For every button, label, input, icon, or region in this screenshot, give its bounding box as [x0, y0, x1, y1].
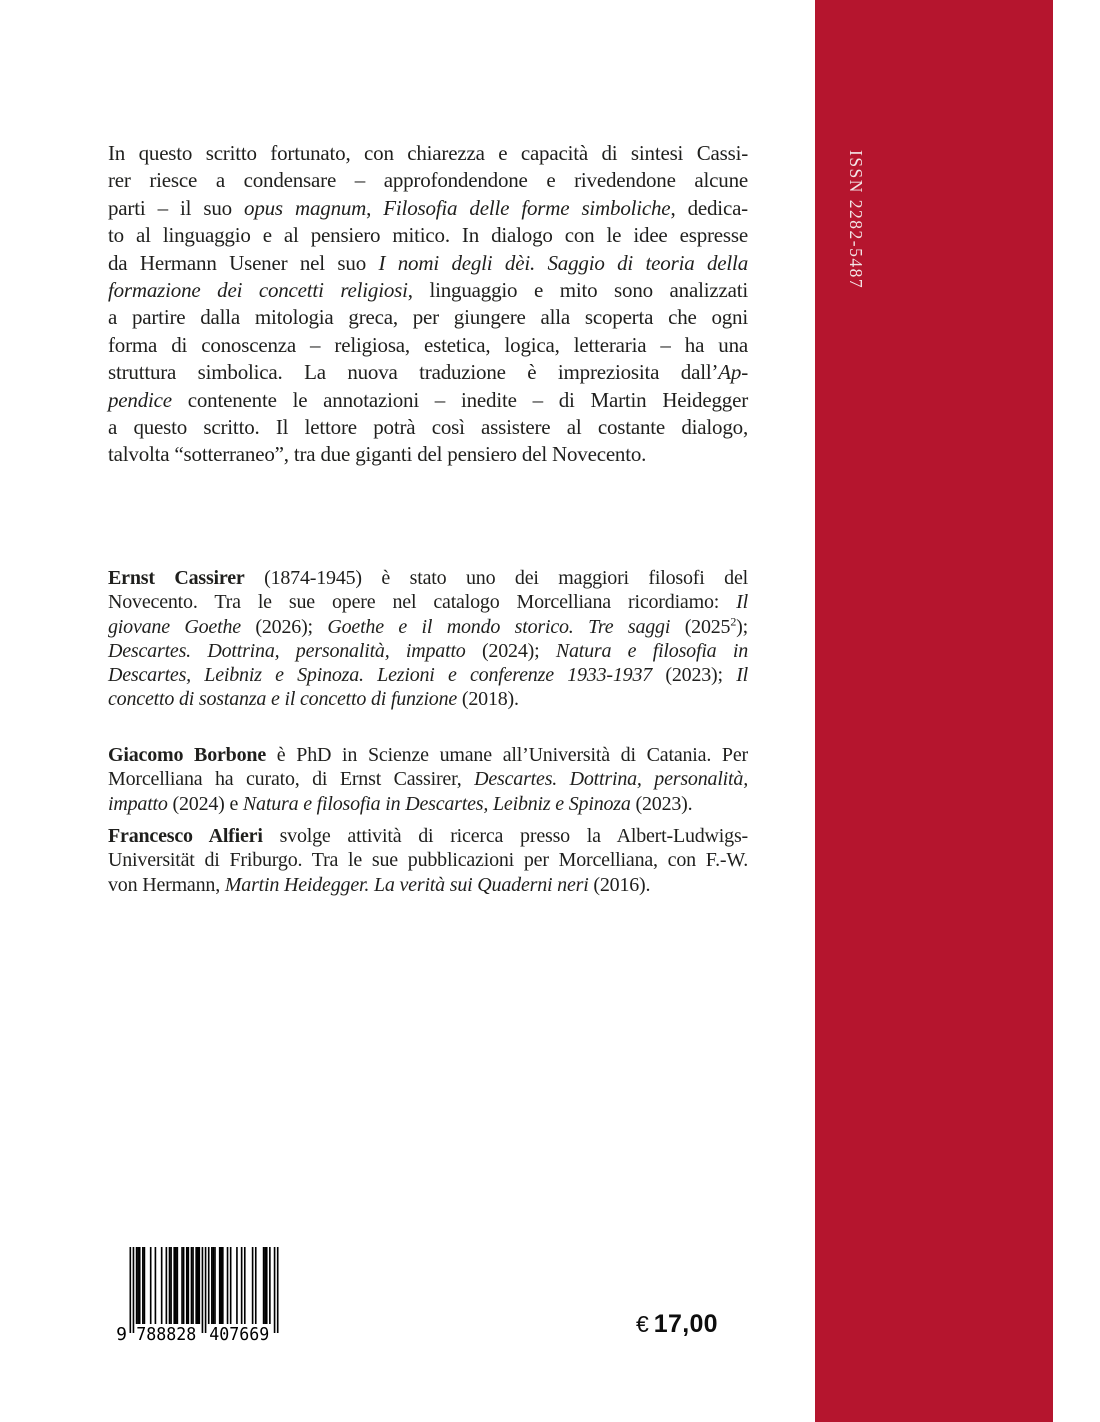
text-line	[108, 824, 748, 848]
barcode-digits: 407669	[209, 1324, 270, 1342]
barcode-bar	[202, 1247, 204, 1333]
issn-label: ISSN 2282-5487	[846, 150, 866, 290]
barcode-bar	[205, 1247, 207, 1333]
barcode-bar	[211, 1247, 213, 1324]
bio-ernst-cassirer	[108, 566, 748, 712]
text-segment: pendice	[108, 387, 172, 412]
barcode-bar	[219, 1247, 221, 1324]
text-segment: (2023).	[630, 792, 693, 815]
barcode-bar	[186, 1247, 188, 1324]
barcode-bar	[136, 1247, 138, 1324]
barcode	[112, 1247, 280, 1342]
text-line	[108, 767, 748, 791]
barcode-bar	[230, 1247, 232, 1324]
text-segment: (2018).	[457, 688, 519, 711]
text-segment: , dedica-	[670, 195, 748, 220]
barcode-bar	[195, 1247, 197, 1324]
price	[636, 1310, 718, 1339]
text-segment: parti – il suo	[108, 195, 245, 220]
text-segment: impatto	[108, 792, 168, 815]
barcode-bar	[177, 1247, 179, 1324]
barcode-bar	[161, 1247, 163, 1324]
barcode-bar	[252, 1247, 254, 1324]
text-segment: rer riesce a condensare – approfondendone e rivedendone alcune	[108, 168, 748, 193]
text-segment: Filosofia delle forme simboliche	[383, 195, 671, 220]
barcode-bar	[142, 1247, 144, 1324]
text-segment: );	[736, 615, 748, 638]
barcode-bar	[155, 1247, 157, 1324]
text-segment: Descartes, Leibniz e Spinoza. Lezioni e conferenze 1933-1937	[108, 664, 653, 686]
barcode-bar	[150, 1247, 152, 1324]
barcode-bar	[183, 1247, 185, 1324]
text-line	[108, 414, 748, 441]
barcode-bar	[198, 1247, 200, 1324]
barcode-bar	[263, 1247, 265, 1324]
text-line	[108, 743, 748, 767]
barcode-bar	[173, 1247, 175, 1324]
barcode-bar	[170, 1247, 172, 1324]
text-segment: a questo scritto. Il lettore potrà così assistere al costante dialogo,	[108, 415, 748, 440]
text-segment: Descartes. Dottrina, personalità,	[474, 768, 748, 791]
text-segment: formazione dei concetti religiosi	[108, 278, 408, 303]
text-line	[108, 848, 748, 872]
barcode-bar	[166, 1247, 168, 1324]
text-segment: è PhD in Scienze umane all’Università di Catania. Per	[266, 744, 748, 766]
barcode-bar	[197, 1247, 199, 1324]
text-line	[108, 566, 748, 590]
text-segment: In questo scritto fortunato, con chiarezza e capacità di sintesi Cassi-	[108, 141, 748, 165]
barcode-bar	[255, 1247, 257, 1324]
text-line	[108, 639, 748, 663]
barcode-bar	[144, 1247, 146, 1324]
text-line	[108, 615, 748, 639]
barcode-bar	[188, 1247, 190, 1324]
text-line	[108, 332, 748, 359]
barcode-bar	[133, 1247, 135, 1333]
bio-giacomo-borbone	[108, 743, 748, 816]
text-segment: opus magnum	[244, 195, 367, 220]
text-segment: Ernst Cassirer	[108, 567, 245, 589]
barcode-bar	[175, 1247, 177, 1324]
text-line	[108, 222, 748, 249]
bio-francesco-alfieri	[108, 824, 748, 897]
text-segment: (2025	[670, 615, 731, 638]
text-line	[108, 441, 748, 468]
text-line	[108, 387, 748, 414]
text-line	[108, 590, 748, 614]
barcode-bar	[169, 1247, 171, 1324]
barcode-bar	[236, 1247, 238, 1324]
text-segment: , linguaggio e mito sono analizzati	[407, 278, 749, 303]
text-segment: da Hermann Usener nel suo	[108, 250, 379, 275]
barcode-bar	[181, 1247, 183, 1324]
text-segment: Descartes. Dottrina, personalità, impatto	[108, 639, 466, 662]
barcode-bar	[222, 1247, 224, 1324]
text-line	[108, 167, 748, 194]
barcode-bar	[274, 1247, 276, 1333]
text-segment: Natura e filosofia in	[555, 639, 749, 662]
barcode-bar	[269, 1247, 271, 1324]
text-segment: struttura simbolica. La nuova traduzione è impreziosita dall’	[108, 360, 719, 385]
barcode-bar	[241, 1247, 243, 1324]
price-amount: 17,00	[653, 1310, 718, 1338]
text-segment: Giacomo Borbone	[108, 744, 266, 766]
text-segment: Il	[736, 664, 749, 686]
barcode-bar	[266, 1247, 268, 1324]
text-segment: ,	[366, 195, 384, 220]
intro-paragraph	[108, 140, 748, 469]
barcode-bar	[191, 1247, 193, 1324]
currency-symbol: €	[636, 1311, 649, 1337]
text-line	[108, 663, 748, 687]
text-segment: Morcelliana ha curato, di Ernst Cassirer,	[108, 768, 475, 791]
barcode-bar	[244, 1247, 246, 1324]
text-segment: (2024);	[465, 639, 556, 662]
text-segment: contenente le annotazioni – inedite – di Martin Heidegger	[171, 387, 748, 412]
text-segment: (2016).	[588, 873, 651, 896]
barcode-bar	[264, 1247, 266, 1324]
barcode-bar	[137, 1247, 139, 1324]
text-line	[108, 195, 748, 222]
text-line	[108, 687, 748, 711]
barcode-bar	[208, 1247, 210, 1324]
text-line	[108, 277, 748, 304]
text-segment: Francesco Alfieri	[108, 825, 263, 847]
barcode-bar	[227, 1247, 229, 1324]
text-segment: 2	[730, 613, 737, 628]
barcode-bar	[277, 1247, 279, 1333]
barcode-bar	[213, 1247, 215, 1324]
barcode-bar	[130, 1247, 132, 1333]
text-line	[108, 873, 748, 897]
text-segment: svolge attività di ricerca presso la Albert-Ludwigs-	[262, 825, 749, 847]
text-segment: a partire dalla mitologia greca, per giungere alla scoperta che ogni	[108, 305, 748, 330]
text-line	[108, 250, 748, 277]
text-line	[108, 304, 748, 331]
text-segment: (1874-1945) è stato uno dei maggiori filosofi del	[244, 567, 748, 589]
barcode-bar	[192, 1247, 194, 1324]
text-segment: von Hermann,	[108, 873, 225, 896]
text-segment: to al linguaggio e al pensiero mitico. In dialogo con le idee espresse	[108, 223, 748, 248]
text-segment: Martin Heidegger. La verità sui Quaderni neri	[224, 873, 589, 896]
barcode-bar	[214, 1247, 216, 1324]
text-segment: I nomi degli dèi. Saggio di teoria della	[378, 250, 748, 275]
text-segment: (2023);	[652, 664, 737, 686]
text-segment: Il	[736, 591, 748, 614]
text-segment: concetto di sostanza e il concetto di funzione	[108, 688, 458, 711]
barcode-bar	[220, 1247, 222, 1324]
text-segment: Novecento. Tra le sue opere nel catalogo Morcelliana ricordiamo:	[108, 591, 737, 614]
text-segment: talvolta “sotterraneo”, tra due giganti del pensiero del Novecento.	[108, 442, 647, 467]
text-line	[108, 140, 748, 167]
text-segment: Natura e filosofia in Descartes, Leibniz e Spinoza	[242, 792, 631, 815]
text-line	[108, 359, 748, 386]
barcode-digits: 788828	[136, 1324, 197, 1342]
ean13-barcode	[112, 1247, 280, 1342]
text-segment: giovane Goethe	[108, 615, 241, 638]
text-segment: Ap-	[718, 360, 748, 385]
barcode-bar	[139, 1247, 141, 1324]
spine-red-band	[815, 0, 1053, 1422]
text-segment: (2026);	[240, 615, 328, 638]
text-segment: Goethe e il mondo storico. Tre saggi	[327, 615, 671, 638]
text-segment: Universität di Friburgo. Tra le sue pubblicazioni per Morcelliana, con F.-W.	[108, 849, 748, 872]
text-segment: forma di conoscenza – religiosa, estetica, logica, letteraria – ha una	[108, 332, 748, 357]
text-line	[108, 792, 748, 816]
text-segment: (2024) e	[167, 792, 243, 815]
barcode-digits: 9	[116, 1324, 127, 1342]
